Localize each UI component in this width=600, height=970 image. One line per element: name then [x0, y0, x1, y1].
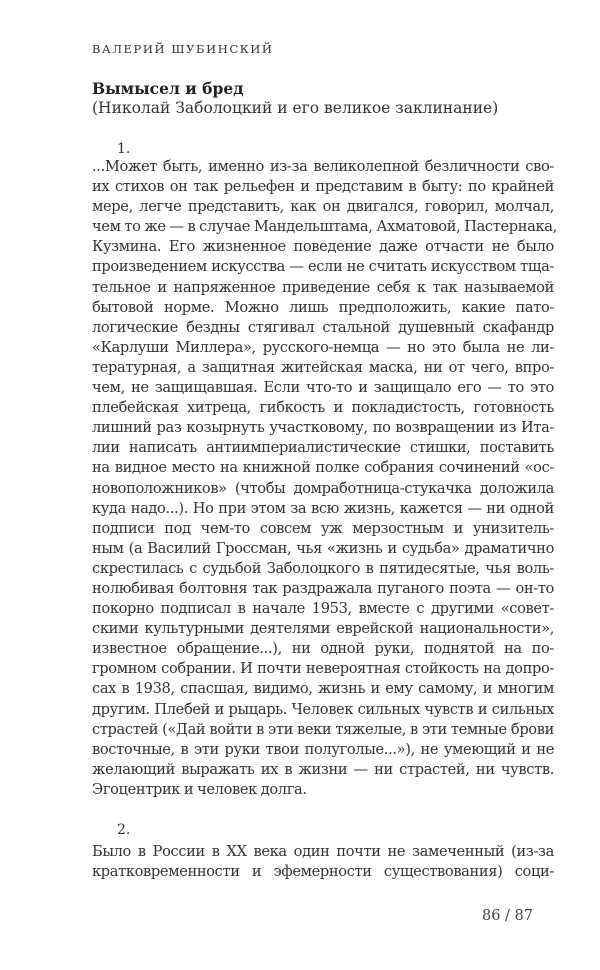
text-line: произведением искусства — если не считать искусством тща-	[92, 258, 554, 276]
section-number: 1.	[117, 141, 131, 157]
text-line: мере, легче представить, как он двигался, говорил, молчал,	[92, 198, 554, 216]
text-line: скрестилась с судьбой Заболоцкого в пятидесятые, чья воль-	[92, 559, 554, 577]
text-line: нолюбивая болтовня так раздражала пуганого поэта — он-то	[92, 579, 554, 597]
text-line: лии написать антиимпериалистические стишки, поставить	[92, 439, 554, 457]
text-line: подписи под чем-то совсем уж мерзостным и унизитель-	[92, 519, 554, 537]
section-1-paragraph	[92, 157, 557, 800]
running-header-author: ВАЛЕРИЙ ШУБИНСКИЙ	[92, 42, 274, 56]
text-line: громном собрании. И почти невероятная стойкость на допро-	[92, 660, 554, 678]
text-line: бытовой норме. Можно лишь предположить, какие пато-	[92, 298, 554, 316]
article-title: Вымысел и бред	[92, 79, 244, 98]
text-line: сах в 1938, спасшая, видимо, жизнь и ему самому, и многим	[92, 680, 554, 698]
text-line: кратковременности и эфемерности существования) соци-	[92, 863, 554, 881]
section-2-paragraph	[92, 842, 554, 882]
article-subtitle: (Николай Заболоцкий и его великое заклинание)	[92, 99, 499, 117]
page-indicator: 86 / 87	[482, 908, 534, 924]
text-line: чем, не защищавшая. Если что-то и защищало его — то это	[92, 379, 554, 397]
text-line: чем то же — в случае Мандельштама, Ахматовой, Пастернака,	[92, 218, 557, 236]
text-line: их стихов он так рельефен и представим в быту: по крайней	[92, 178, 554, 196]
text-line: «Карлуши Миллера», русского-немца — но это была не ли-	[92, 338, 554, 356]
text-line: покорно подписал в начале 1953, вместе с другими «совет-	[92, 600, 554, 618]
text-line: Эгоцентрик и человек долга.	[92, 780, 307, 798]
text-line: тельное и напряженное приведение себя к так называемой	[92, 278, 554, 296]
text-line: желающий выражать их в жизни — ни страстей, ни чувств.	[92, 760, 554, 778]
text-line: новоположников» (чтобы домработница-стукачка доложила	[92, 479, 554, 497]
text-line: другим. Плебей и рыцарь. Человек сильных чувств и сильных	[92, 700, 554, 718]
text-line: известное обращение...), ни одной руки, поднятой на по-	[92, 640, 554, 658]
text-line: восточные, в эти руки твои полуголые...»), не умеющий и не	[92, 740, 554, 758]
text-line: ным (а Василий Гроссман, чья «жизнь и судьба» драматично	[92, 539, 554, 557]
text-line: Было в России в XX века один почти не замеченный (из-за	[92, 843, 554, 860]
text-line: куда надо...). Но при этом за всю жизнь, кажется — ни одной	[92, 499, 554, 517]
text-line: Кузмина. Его жизненное поведение даже отчасти не было	[92, 238, 554, 256]
text-line: логические бездны стягивал стальной душевный скафандр	[92, 318, 554, 336]
text-line: лишний раз козырнуть участковому, по возвращении из Ита-	[92, 419, 554, 437]
text-line: скими культурными деятелями еврейской национальности»,	[92, 620, 554, 638]
text-line: плебейская хитреца, гибкость и покладистость, готовность	[92, 399, 554, 417]
section-number: 2.	[117, 822, 131, 838]
text-line: тературная, а защитная житейская маска, ни от чего, впро-	[92, 358, 554, 376]
text-line: ...Может быть, именно из-за великолепной безличности сво-	[92, 158, 554, 175]
text-line: страстей («Дай войти в эти веки тяжелые, в эти темные брови	[92, 720, 554, 738]
text-line: на видное место на книжной полке собрания сочинений «ос-	[92, 459, 554, 477]
